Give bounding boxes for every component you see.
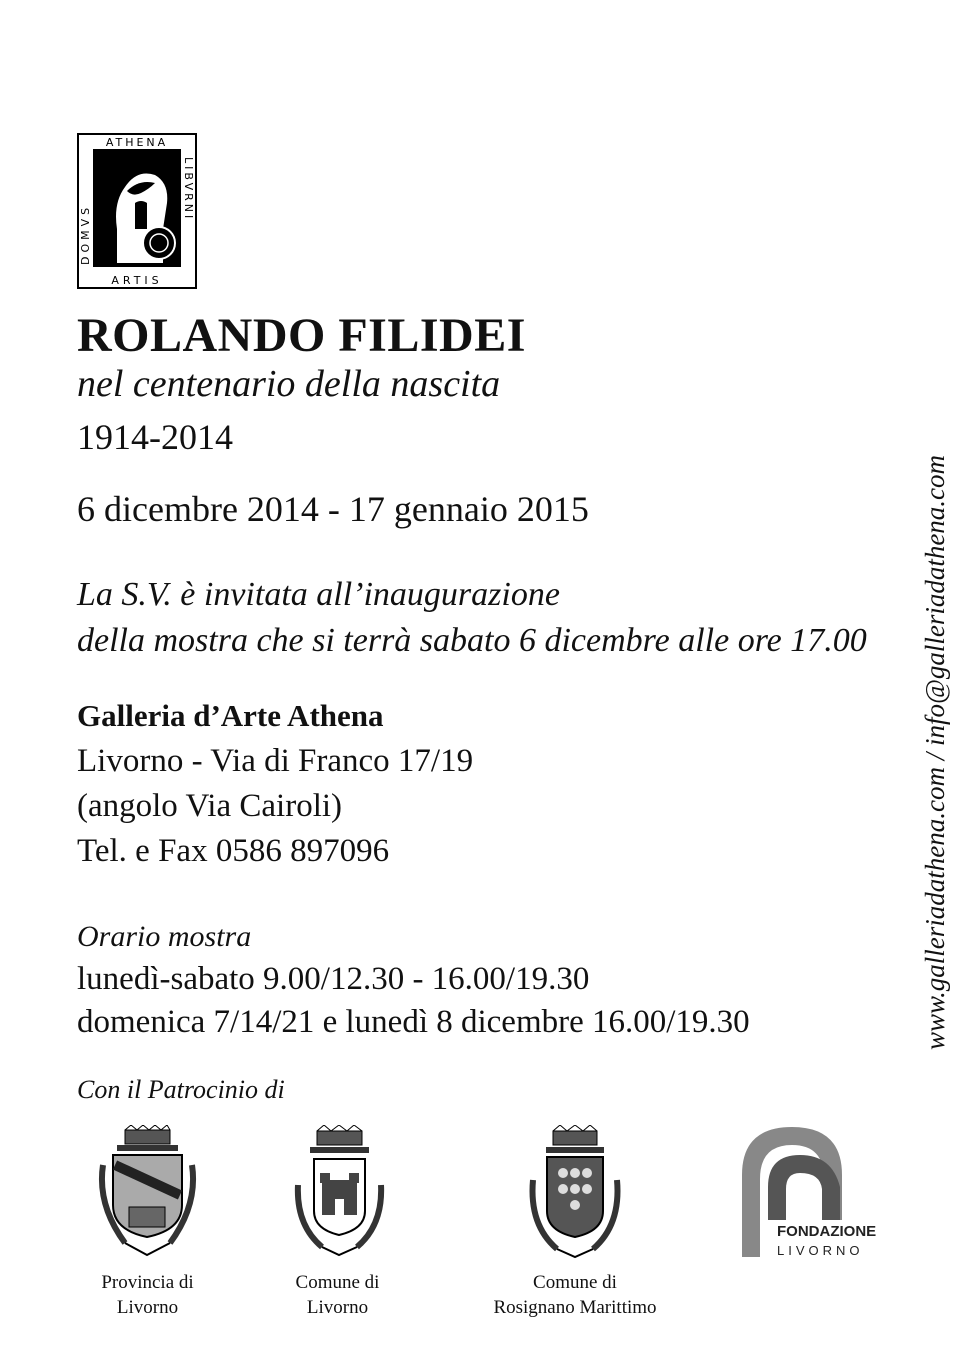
- gallery-phone: Tel. e Fax 0586 897096: [77, 833, 390, 869]
- hours-weekdays: lunedì-sabato 9.00/12.30 - 16.00/19.30: [77, 961, 590, 997]
- patronage-label: Con il Patrocinio di: [77, 1075, 285, 1104]
- gallery-address: Livorno - Via di Franco 17/19: [77, 743, 474, 779]
- invitation-line-2: della mostra che si terrà sabato 6 dicembre alle ore 17.00: [77, 622, 867, 659]
- vertical-contact: www.galleriadathena.com / info@galleriadathena.com: [920, 454, 950, 1050]
- exhibition-years: 1914-2014: [77, 417, 233, 457]
- patron-caption-2: Comune di Livorno: [295, 1272, 380, 1318]
- svg-text:ARTIS: ARTIS: [111, 274, 163, 287]
- gallery-name: Galleria d’Arte Athena: [77, 698, 384, 733]
- foundation-city: LIVORNO: [777, 1243, 864, 1258]
- comune-rosignano-coat-of-arms-icon: [525, 1125, 625, 1260]
- patron-caption-1: Provincia di Livorno: [101, 1272, 194, 1318]
- exhibition-dates: 6 dicembre 2014 - 17 gennaio 2015: [77, 489, 589, 529]
- athena-gallery-logo: [77, 133, 197, 289]
- gallery-corner: (angolo Via Cairoli): [77, 788, 343, 824]
- comune-livorno-coat-of-arms-icon: [292, 1125, 387, 1260]
- provincia-livorno-coat-of-arms-icon: [95, 1125, 200, 1260]
- hours-title: Orario mostra: [77, 920, 252, 953]
- invitation-line-1: La S.V. è invitata all’inaugurazione: [77, 576, 560, 613]
- exhibition-subtitle: nel centenario della nascita: [77, 363, 501, 405]
- foundation-name: FONDAZIONE: [777, 1223, 877, 1240]
- svg-text:LIBVRNI: LIBVRNI: [182, 157, 195, 222]
- exhibition-title: ROLANDO FILIDEI: [77, 309, 526, 362]
- patron-caption-3: Comune di Rosignano Marittimo: [493, 1272, 657, 1318]
- svg-text:ATHENA: ATHENA: [105, 136, 169, 149]
- hours-sundays: domenica 7/14/21 e lunedì 8 dicembre 16.00/19.30: [77, 1004, 750, 1040]
- svg-text:DOMVS: DOMVS: [79, 203, 92, 265]
